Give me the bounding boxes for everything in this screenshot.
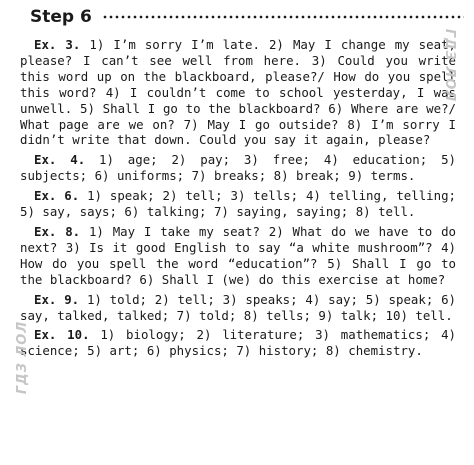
exercise-answers: 1) speak; 2) tell; 3) tells; 4) telling, telling; 5) say, says; 6) talking; 7) saying, saying; 8) tell.: [20, 188, 456, 220]
exercise-label: Ex. 9.: [34, 291, 80, 307]
exercise-answers: 1) told; 2) tell; 3) speaks; 4) say; 5) speak; 6) say, talked, talked; 7) told; 8) tells; 9) talk; 10) tell.: [20, 291, 457, 323]
exercise-answers: 1) age; 2) pay; 3) free; 4) education; 5) subjects; 6) uniforms; 7) breaks; 8) break; 9) terms.: [20, 152, 456, 184]
exercise-4: [20, 152, 456, 184]
exercise-label: Ex. 6.: [34, 188, 80, 204]
exercise-10: [20, 327, 456, 359]
exercise-label: Ex. 10.: [34, 327, 90, 343]
watermark-left: ГДЗ ЛОЛ: [15, 320, 31, 395]
exercise-label: Ex. 3.: [34, 37, 81, 52]
exercise-answers: 1) I’m sorry I’m late. 2) May I change my seat, please? I can’t see well from here. 3) Could you write this word up on the blackboard, please?/ How do you spell this word? 4) I couldn’t come to school yesterday, I was unwell. 5) Shall I go to the blackboard? 6) Where are we?/ What page are we on? 7) May I go outside? 8) I’m sorry I didn’t write that down. Could you say it again, please?: [20, 37, 456, 148]
exercise-6: [20, 188, 456, 220]
dotted-leader: [102, 15, 464, 19]
exercise-9: [20, 292, 456, 324]
exercise-list: [20, 37, 456, 363]
watermark-right: ГДЗ ЛОЛ: [441, 28, 457, 103]
exercise-8: [20, 224, 456, 288]
exercise-label: Ex. 4.: [34, 152, 86, 168]
section-title: Step 6: [30, 7, 92, 27]
exercise-answers: 1) biology; 2) literature; 3) mathematics; 4) science; 5) art; 6) physics; 7) history; 8) chemistry.: [20, 327, 456, 359]
exercise-3: [20, 37, 456, 148]
exercise-answers: 1) May I take my seat? 2) What do we have to do next? 3) Is it good English to say “a white mushroom”? 4) How do you spell the word “education”? 5) Shall I go to the blackboard? 6) Shall I (we) do this exercise at home?: [20, 223, 456, 287]
exercise-label: Ex. 8.: [34, 223, 81, 239]
section-heading: [30, 4, 464, 30]
